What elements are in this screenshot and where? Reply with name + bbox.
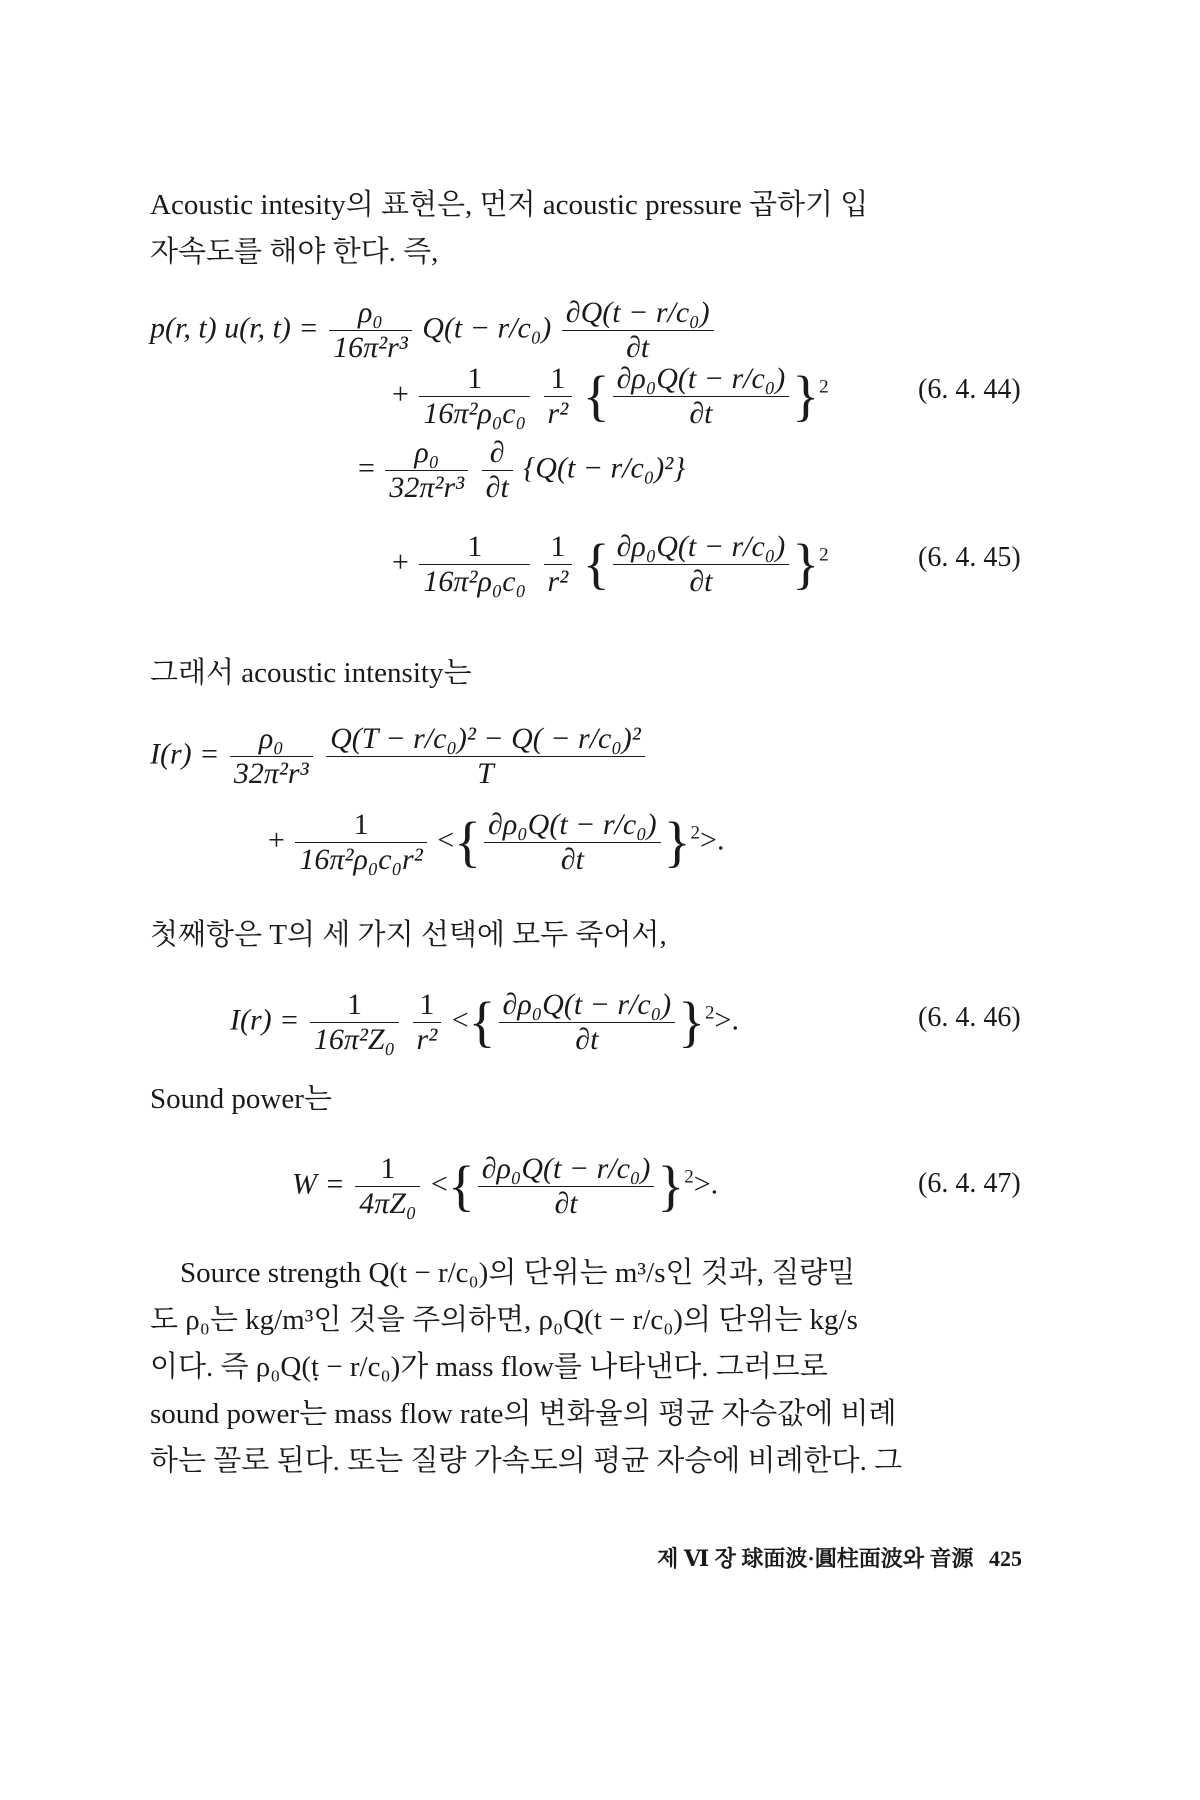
- eq46-lhs: I(r) =: [230, 1003, 300, 1037]
- eq47-lhs: W =: [292, 1167, 345, 1201]
- paragraph-3: 첫째항은 T의 세 가지 선택에 모두 죽어서,: [150, 919, 667, 951]
- eq44-frac1-num: ρ₀: [329, 296, 412, 331]
- eq47-frac-num: 1: [355, 1152, 420, 1187]
- eq44-q-term: Q(t − r/c₀): [422, 311, 552, 345]
- paragraph-4: Sound power는: [150, 1083, 332, 1115]
- page-number: 425: [989, 1546, 1022, 1571]
- eqI-frac2-num: 1: [295, 808, 426, 843]
- eq45-deriv1-den: ∂t: [485, 471, 509, 504]
- eq44-number: (6. 4. 44): [918, 374, 1021, 405]
- eq44-frac2-num: 1: [419, 362, 530, 397]
- eq45-right-brace: }: [792, 533, 820, 596]
- eq47-deriv-den: ∂t: [554, 1187, 578, 1220]
- eq45-frac3-den: r²: [547, 565, 569, 598]
- eq46-left-brace: {: [468, 991, 496, 1054]
- eq47-frac-den: 4πZ₀: [359, 1187, 417, 1220]
- eq46-frac1: [310, 988, 399, 1057]
- page-footer: [0, 1542, 1022, 1573]
- eq47-deriv: [478, 1152, 655, 1221]
- eqI-frac1-num: ρ₀: [230, 722, 313, 757]
- eq46-right-brace: }: [678, 991, 706, 1054]
- eq45-deriv1: [482, 436, 513, 505]
- eqI-gt: >.: [700, 823, 725, 857]
- eqI-left-brace: {: [454, 811, 482, 874]
- eq46-line: [230, 988, 739, 1057]
- eq45-left-brace: {: [582, 533, 610, 596]
- eq45-deriv2: [613, 530, 790, 599]
- eq45-deriv2-num: ∂ρ₀Q(t − r/c₀): [613, 530, 790, 565]
- eq45-deriv1-num: ∂: [482, 436, 513, 471]
- eq45-square: 2: [819, 544, 829, 566]
- eqI-frac1: [230, 722, 313, 791]
- eq44-deriv2: [613, 362, 790, 431]
- para5-line-3: 이다. 즉 ρ₀Q(ṭ − r/c₀)가 mass flow를 나타낸다. 그러므로: [150, 1351, 828, 1383]
- eqI-bigfrac: [326, 722, 645, 791]
- eq46-frac2-den: r²: [416, 1023, 438, 1056]
- intro-line-2: 자속도를 해야 한다. 즉,: [150, 236, 439, 268]
- eq44-lhs: p(r, t) u(r, t) =: [150, 311, 319, 345]
- eq46-lt: <: [451, 1003, 469, 1037]
- eq47-number: (6. 4. 47): [918, 1168, 1021, 1199]
- eqI-bigfrac-num: Q(T − r/c₀)² − Q( − r/c₀)²: [326, 722, 645, 757]
- footer-chapter: 제 Ⅵ 장 球面波·圓柱面波와 音源: [657, 1546, 974, 1571]
- para5-line-5: 하는 꼴로 된다. 또는 질량 가속도의 평균 자승에 비례한다. 그: [150, 1445, 903, 1477]
- eq46-frac1-den: 16π²Z₀: [313, 1023, 396, 1056]
- eqI-plus: +: [268, 823, 285, 857]
- eq47-square: 2: [684, 1166, 694, 1188]
- eq45-frac3-num: 1: [544, 530, 573, 565]
- eq46-deriv: [499, 988, 676, 1057]
- eq47-gt: >.: [693, 1167, 719, 1201]
- eq45-frac2-num: 1: [419, 530, 530, 565]
- eqI-bigfrac-den: T: [477, 757, 494, 790]
- eq44-frac3-den: r²: [547, 397, 569, 430]
- eqI-lhs: I(r) =: [150, 737, 220, 771]
- eq44-frac3-num: 1: [544, 362, 573, 397]
- paragraph-2: 그래서 acoustic intensity는: [150, 657, 472, 689]
- eq45-frac1-den: 32π²r³: [389, 471, 465, 504]
- para5-line-1: Source strength Q(t − r/c₀)의 단위는 m³/s인 것과, 질량밀: [180, 1257, 856, 1289]
- eq47-frac: [355, 1152, 420, 1221]
- paragraph-5: [150, 1250, 1030, 1485]
- eqI-frac2: [295, 808, 426, 877]
- eqI-deriv-num: ∂ρ₀Q(t − r/c₀): [484, 808, 661, 843]
- eq44-frac2-den: 16π²ρ₀c₀: [423, 397, 527, 430]
- eq44-deriv2-den: ∂t: [689, 397, 713, 430]
- eq45-equals: =: [358, 451, 375, 485]
- eq44-right-brace: }: [792, 365, 820, 428]
- eq44-frac2: [419, 362, 530, 431]
- eq44-plus: +: [392, 377, 409, 411]
- eq44-line2: [392, 362, 829, 431]
- eq44-left-brace: {: [582, 365, 610, 428]
- eq47-deriv-num: ∂ρ₀Q(t − r/c₀): [478, 1152, 655, 1187]
- eq45-line1: [358, 436, 685, 505]
- eq45-plus: +: [392, 545, 409, 579]
- eqI-right-brace: }: [663, 811, 691, 874]
- eq47-lt: <: [430, 1167, 448, 1201]
- eq47-left-brace: {: [447, 1155, 475, 1218]
- eq46-square: 2: [705, 1002, 715, 1024]
- eq46-gt: >.: [714, 1003, 739, 1037]
- eqI-frac1-den: 32π²r³: [233, 757, 309, 790]
- eq45-frac1: [385, 436, 468, 505]
- eq44-deriv2-num: ∂ρ₀Q(t − r/c₀): [613, 362, 790, 397]
- eq45-rest: {Q(t − r/c₀)²}: [523, 451, 686, 485]
- eq46-deriv-den: ∂t: [575, 1023, 599, 1056]
- eqI-square: 2: [690, 822, 701, 844]
- para5-line-2: 도 ρ₀는 kg/m³인 것을 주의하면, ρ₀Q(t − r/c₀)의 단위는 kg/s: [150, 1304, 858, 1336]
- eq45-frac2-den: 16π²ρ₀c₀: [423, 565, 527, 598]
- eqI-deriv-den: ∂t: [560, 843, 584, 876]
- eq44-line1: [150, 296, 717, 365]
- eq46-frac1-num: 1: [310, 988, 399, 1023]
- eq45-deriv2-den: ∂t: [689, 565, 713, 598]
- eq45-frac1-num: ρ₀: [385, 436, 468, 471]
- para5-line-4: sound power는 mass flow rate의 변화율의 평균 자승값에 비례: [150, 1398, 897, 1430]
- eqI-line2: [268, 808, 724, 877]
- eq45-number: (6. 4. 45): [918, 542, 1021, 573]
- eq46-frac2-num: 1: [413, 988, 442, 1023]
- eq45-frac2: [419, 530, 530, 599]
- eq44-deriv1-num: ∂Q(t − r/c₀): [562, 296, 714, 331]
- eq45-frac3: [544, 530, 573, 599]
- eq45-line2: [392, 530, 829, 599]
- eqI-lt: <: [437, 823, 455, 857]
- eq44-square: 2: [819, 376, 829, 398]
- eq44-frac3: [544, 362, 573, 431]
- eqI-deriv: [484, 808, 661, 877]
- eq47-right-brace: }: [657, 1155, 685, 1218]
- eq44-deriv1: [562, 296, 714, 365]
- eq44-frac1: [329, 296, 412, 365]
- eqI-line1: [150, 722, 648, 791]
- intro-line-1: Acoustic intesity의 표현은, 먼저 acoustic pressure 곱하기 입: [150, 189, 869, 221]
- eq44-deriv1-den: ∂t: [626, 331, 650, 364]
- eqI-frac2-den: 16π²ρ₀c₀r²: [299, 843, 423, 876]
- eq44-frac1-den: 16π²r³: [333, 331, 408, 364]
- eq46-number: (6. 4. 46): [918, 1002, 1021, 1033]
- eq46-frac2: [413, 988, 442, 1057]
- eq47-line: [292, 1152, 718, 1221]
- intro-paragraph: [150, 182, 1030, 276]
- eq46-deriv-num: ∂ρ₀Q(t − r/c₀): [499, 988, 676, 1023]
